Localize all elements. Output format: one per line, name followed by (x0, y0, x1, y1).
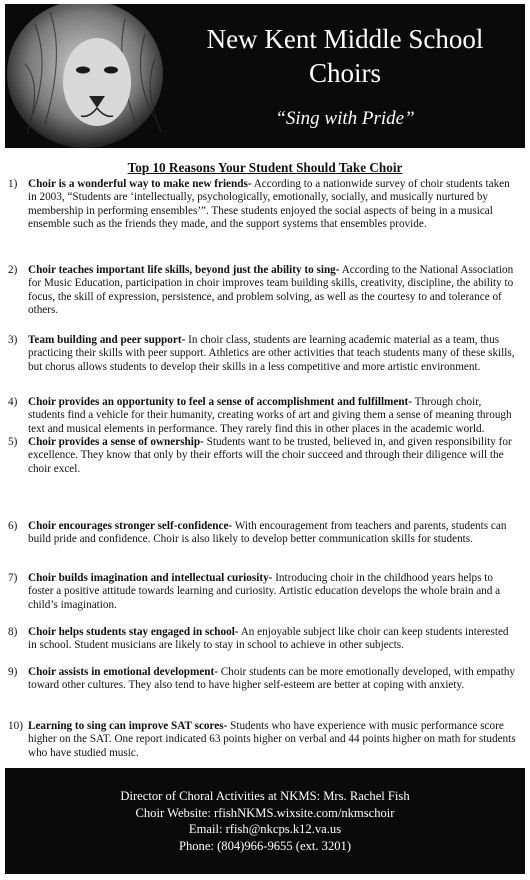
website-line[interactable]: Choir Website: rfishNKMS.wixsite.com/nkmschoir (135, 805, 395, 820)
reason-body: Choir students can be more emotionally developed, with empathy toward other cultures. They also tend to have higher self-esteem are better at coping with anxiety. (28, 666, 516, 692)
reason-heading: Choir provides an opportunity to feel a sense of accomplishment and fulfillment- (28, 396, 413, 408)
reason-item (8, 334, 518, 374)
phone-line: Phone: (804)966-9655 (ext. 3201) (178, 838, 352, 853)
reason-heading: Choir teaches important life skills, beyond just the ability to sing- (28, 264, 340, 276)
reason-number: 2) (8, 264, 18, 276)
reason-heading: Choir builds imagination and intellectual curiosity- (28, 572, 273, 584)
reason-heading: Choir assists in emotional development- (28, 666, 218, 678)
reason-body: According to the National Association for Music Education, participation in choir improves team building skills, creativity, discipline, the ability to focus, the skill of expression, persistence, and problem solving, as well as the courtesy to and tolerance of others. (28, 264, 514, 317)
reason-heading: Learning to sing can improve SAT scores- (28, 720, 228, 732)
reason-text (28, 520, 518, 547)
reason-heading: Choir provides a sense of ownership- (28, 436, 204, 448)
reason-text (28, 334, 518, 374)
reason-number: 3) (8, 334, 18, 346)
reason-body: Through choir, students find a vehicle for their humanity, creating works of art and giving them a sense of meaning through text and musical elements in performance. They rarely find this in other places in the academic world. (28, 396, 512, 435)
reason-number: 6) (8, 520, 18, 532)
reason-body: Students want to be trusted, believed in, and given responsibility for excellence. They know that only by their efforts will the choir succeed and through their diligence will the choir excel. (28, 436, 512, 475)
reason-item (8, 666, 518, 693)
reason-item (8, 572, 518, 612)
reason-number: 7) (8, 572, 18, 584)
reason-item (8, 396, 518, 436)
main-title: Top 10 Reasons Your Student Should Take Choir (127, 160, 403, 175)
reason-number: 9) (8, 666, 18, 678)
reason-item (8, 436, 518, 476)
reason-heading: Choir is a wonderful way to make new friends- (28, 178, 252, 190)
reason-text (28, 666, 518, 693)
reason-body: Students who have experience with music performance score higher on the SAT. One report indicated 63 points higher on verbal and 44 points higher on math for students who have studied music. (28, 720, 516, 759)
school-name-line2: Choirs (308, 58, 381, 88)
reason-item (8, 720, 518, 760)
reason-item (8, 178, 518, 232)
reason-number: 10) (8, 720, 23, 732)
reason-body: An enjoyable subject like choir can keep students interested in school. Student musicians are likely to stay in school to achieve in other subjects. (28, 626, 509, 652)
reason-item (8, 626, 518, 653)
reason-text (28, 436, 518, 476)
reason-text (28, 264, 518, 318)
tagline: “Sing with Pride” (275, 108, 415, 129)
reason-number: 8) (8, 626, 18, 638)
email-line[interactable]: Email: rfish@nkcps.k12.va.us (188, 822, 342, 836)
reason-body: In choir class, students are learning academic material as a team, thus practicing their skills with peer support. Athletics are other activities that teach students many of these skills, but chorus allows students to develop their skills in a less competitive and more artistic environment. (28, 334, 515, 373)
reason-text (28, 178, 518, 232)
reason-text (28, 720, 518, 760)
reason-heading: Choir helps students stay engaged in school- (28, 626, 239, 638)
reason-heading: Choir encourages stronger self-confidence- (28, 520, 233, 532)
reason-number: 5) (8, 436, 18, 448)
header-text (170, 22, 520, 130)
reason-text (28, 396, 518, 436)
director-line: Director of Choral Activities at NKMS: Mrs. Rachel Fish (120, 789, 410, 803)
reason-body: With encouragement from teachers and parents, students can build pride and confidence. Choir is also likely to develop better communication skills for students. (28, 520, 507, 546)
reason-body: According to a nationwide survey of choir students taken in 2003, “Students are ‘intellectually, psychologically, emotionally, socially, and musically nurtured by membership in performing ensembles’”. These students enjoyed the social aspects of being in a musical ensemble such as the friends they made, and the support systems that ensembles provide. (28, 178, 510, 231)
reason-body: Introducing choir in the childhood years helps to foster a positive attitude towards learning and curiosity. Artistic education develops the whole brain and a child’s imagination. (28, 572, 501, 611)
school-name-line1: New Kent Middle School (206, 24, 484, 54)
lion-head-icon (5, 4, 180, 148)
reason-text (28, 572, 518, 612)
contact-footer (5, 768, 525, 874)
reason-number: 1) (8, 178, 18, 190)
reason-item (8, 264, 518, 318)
reason-text (28, 626, 518, 653)
reason-item (8, 520, 518, 547)
reason-heading: Team building and peer support- (28, 334, 186, 346)
reason-number: 4) (8, 396, 18, 408)
header-banner (5, 4, 525, 148)
